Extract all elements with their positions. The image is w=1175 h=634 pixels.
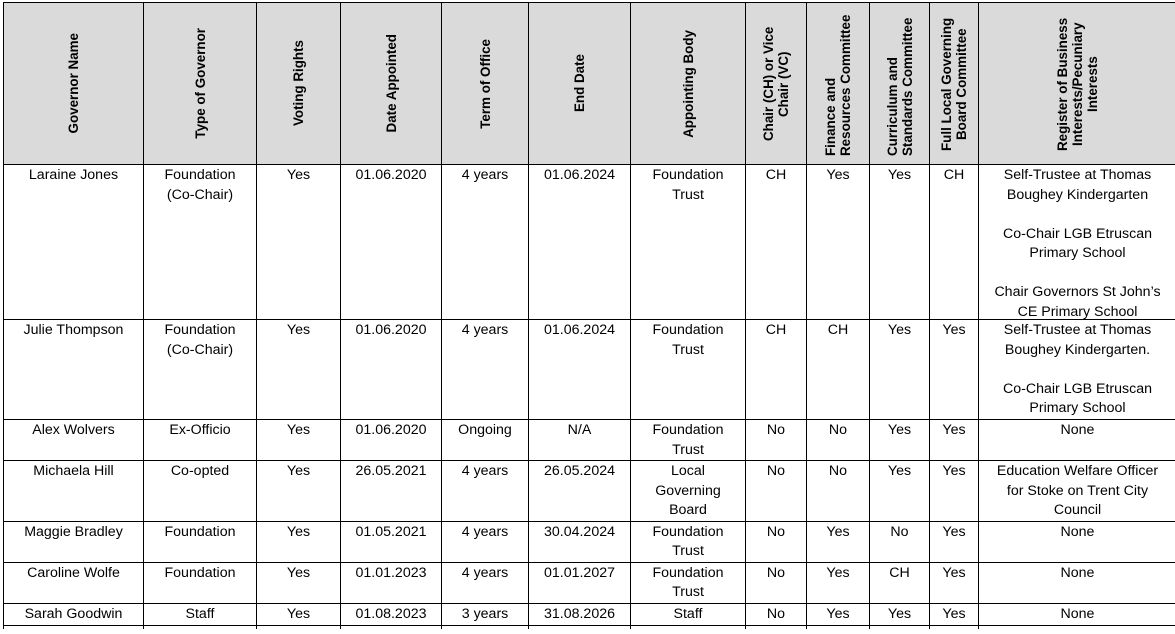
interest-line: Co-Chair LGB Etruscan	[1002, 380, 1153, 397]
cell-finance-committee: Yes	[807, 603, 870, 625]
cell-date-appointed: 01.06.2020	[341, 165, 442, 320]
cell-appointing-body	[631, 603, 746, 625]
cell-end-date: 01.01.2027	[529, 562, 631, 603]
cell-appointing-body-line: Trust	[672, 543, 704, 559]
cell-date-appointed: 01.01.2023	[341, 562, 442, 603]
header-end-date: End Date	[529, 3, 631, 165]
cell-term-of-office: 4 years	[442, 320, 529, 420]
cell-date-appointed: 26.05.2021	[341, 461, 442, 522]
cell-governor-name: Julie Thompson	[4, 320, 144, 420]
cell-curriculum-committee: Yes	[870, 603, 930, 625]
cell-appointing-body-line: Trust	[672, 441, 704, 458]
cell-governor-name: Alex Wolvers	[4, 420, 144, 461]
governors-table	[3, 2, 1175, 629]
empty-cell	[529, 625, 631, 629]
cell-appointing-body-line: Governing	[655, 482, 721, 499]
cell-chair: No	[746, 603, 807, 625]
cell-appointing-body-line: Board	[669, 502, 707, 518]
empty-cell	[631, 625, 746, 629]
cell-voting-rights: Yes	[257, 562, 341, 603]
header-type-of-governor: Type of Governor	[144, 3, 257, 165]
interest-line: Self-Trustee at Thomas	[1003, 167, 1152, 183]
header-finance-committee: Finance and Resources Committee	[807, 3, 870, 165]
empty-cell	[807, 625, 870, 629]
cell-finance-committee: No	[807, 420, 870, 461]
cell-type-of-governor-line: Ex-Officio	[169, 422, 231, 438]
cell-type-of-governor-line: Foundation	[164, 523, 236, 540]
cell-type-of-governor-line: Foundation	[164, 167, 236, 183]
interest-line: CE Primary School	[1017, 303, 1138, 319]
cell-type-of-governor-line: Co-opted	[170, 463, 230, 479]
cell-type-of-governor-line: (Co-Chair)	[166, 341, 234, 358]
cell-end-date: 01.06.2024	[529, 320, 631, 420]
cell-finance-committee: No	[807, 461, 870, 522]
interest-gap	[982, 205, 1173, 225]
cell-register-of-interests	[979, 521, 1175, 562]
cell-appointing-body-line: Local	[671, 463, 705, 479]
table-body	[4, 165, 1175, 629]
cell-type-of-governor-line: Staff	[185, 605, 215, 622]
cell-type-of-governor	[144, 603, 257, 625]
cell-appointing-body	[631, 521, 746, 562]
header-appointing-body: Appointing Body	[631, 3, 746, 165]
cell-register-of-interests	[979, 461, 1175, 522]
cell-type-of-governor	[144, 521, 257, 562]
cell-full-board-committee: Yes	[930, 320, 979, 420]
cell-type-of-governor-line: Foundation	[164, 564, 236, 581]
header-row	[4, 3, 1175, 165]
empty-cell	[746, 625, 807, 629]
interest-line: Chair Governors St John’s	[994, 284, 1161, 300]
cell-appointing-body	[631, 461, 746, 522]
cell-full-board-committee: Yes	[930, 562, 979, 603]
cell-appointing-body-line: Foundation	[652, 422, 724, 438]
cell-register-of-interests	[979, 420, 1175, 461]
interest-line: Boughey Kindergarten	[1006, 186, 1149, 203]
cell-curriculum-committee: No	[870, 521, 930, 562]
empty-cell	[930, 625, 979, 629]
cell-date-appointed: 01.08.2023	[341, 603, 442, 625]
interest-line: Primary School	[1029, 245, 1126, 261]
table-row	[4, 420, 1175, 461]
interests-box	[982, 321, 1173, 419]
cell-type-of-governor	[144, 320, 257, 420]
interests-box	[982, 605, 1173, 625]
header-governor-name: Governor Name	[4, 3, 144, 165]
cell-chair: No	[746, 461, 807, 522]
header-curriculum-committee: Curriculum and Standards Committee	[870, 3, 930, 165]
interest-gap	[982, 360, 1173, 380]
empty-cell	[144, 625, 257, 629]
cell-appointing-body-line: Foundation	[652, 523, 724, 540]
cell-term-of-office: 4 years	[442, 521, 529, 562]
cell-chair: No	[746, 562, 807, 603]
cell-governor-name: Maggie Bradley	[4, 521, 144, 562]
cell-type-of-governor-line: (Co-Chair)	[166, 186, 234, 203]
cell-date-appointed: 01.06.2020	[341, 420, 442, 461]
cell-type-of-governor	[144, 165, 257, 320]
table-row	[4, 320, 1175, 420]
cell-term-of-office: 3 years	[442, 603, 529, 625]
cell-type-of-governor	[144, 562, 257, 603]
cell-appointing-body-line: Foundation	[652, 167, 724, 183]
cell-voting-rights: Yes	[257, 165, 341, 320]
cell-term-of-office: Ongoing	[442, 420, 529, 461]
empty-cell	[979, 625, 1175, 629]
empty-cell	[257, 625, 341, 629]
cell-type-of-governor-line: Foundation	[164, 322, 236, 338]
cell-chair: CH	[746, 165, 807, 320]
cell-full-board-committee: CH	[930, 165, 979, 320]
header-register-of-interests: Register of Business Interests/Pecuniary Interests	[979, 3, 1175, 165]
cell-voting-rights: Yes	[257, 320, 341, 420]
cell-chair: No	[746, 521, 807, 562]
cell-end-date: 31.08.2026	[529, 603, 631, 625]
cell-chair: No	[746, 420, 807, 461]
cell-appointing-body-line: Staff	[673, 605, 703, 622]
table-row	[4, 461, 1175, 522]
cell-type-of-governor	[144, 420, 257, 461]
table-row-continuation	[4, 625, 1175, 629]
interests-box	[982, 462, 1173, 521]
cell-finance-committee: Yes	[807, 165, 870, 320]
interest-line: Primary School	[1029, 400, 1126, 416]
cell-date-appointed: 01.05.2021	[341, 521, 442, 562]
cell-finance-committee: Yes	[807, 521, 870, 562]
cell-governor-name: Michaela Hill	[4, 461, 144, 522]
interest-line: Council	[1053, 502, 1102, 518]
interest-line: None	[1060, 523, 1095, 540]
cell-end-date: 01.06.2024	[529, 165, 631, 320]
cell-voting-rights: Yes	[257, 461, 341, 522]
cell-full-board-committee: Yes	[930, 521, 979, 562]
cell-term-of-office: 4 years	[442, 165, 529, 320]
cell-type-of-governor	[144, 461, 257, 522]
interest-line: None	[1060, 564, 1095, 581]
cell-curriculum-committee: CH	[870, 562, 930, 603]
table-row	[4, 562, 1175, 603]
empty-cell	[870, 625, 930, 629]
cell-governor-name: Caroline Wolfe	[4, 562, 144, 603]
cell-register-of-interests	[979, 603, 1175, 625]
table-header	[4, 3, 1175, 165]
cell-voting-rights: Yes	[257, 603, 341, 625]
cell-curriculum-committee: Yes	[870, 461, 930, 522]
cell-finance-committee: Yes	[807, 562, 870, 603]
interests-box	[982, 523, 1173, 543]
empty-cell	[442, 625, 529, 629]
cell-governor-name: Laraine Jones	[4, 165, 144, 320]
header-date-appointed: Date Appointed	[341, 3, 442, 165]
header-voting-rights: Voting Rights	[257, 3, 341, 165]
cell-governor-name: Sarah Goodwin	[4, 603, 144, 625]
empty-cell	[4, 625, 144, 629]
cell-curriculum-committee: Yes	[870, 320, 930, 420]
cell-appointing-body	[631, 165, 746, 320]
interest-line: Co-Chair LGB Etruscan	[1002, 225, 1153, 242]
cell-register-of-interests	[979, 165, 1175, 320]
cell-term-of-office: 4 years	[442, 562, 529, 603]
cell-curriculum-committee: Yes	[870, 165, 930, 320]
interests-box	[982, 564, 1173, 584]
cell-term-of-office: 4 years	[442, 461, 529, 522]
interest-line: Self-Trustee at Thomas	[1003, 322, 1152, 338]
cell-chair: CH	[746, 320, 807, 420]
cell-appointing-body	[631, 562, 746, 603]
cell-curriculum-committee: Yes	[870, 420, 930, 461]
cell-voting-rights: Yes	[257, 521, 341, 562]
cell-end-date: N/A	[529, 420, 631, 461]
cell-appointing-body	[631, 320, 746, 420]
interest-line: None	[1060, 605, 1095, 622]
cell-appointing-body-line: Trust	[672, 341, 704, 358]
cell-end-date: 30.04.2024	[529, 521, 631, 562]
interest-line: Education Welfare Officer	[996, 463, 1159, 479]
interest-line: None	[1060, 422, 1095, 438]
cell-end-date: 26.05.2024	[529, 461, 631, 522]
cell-date-appointed: 01.06.2020	[341, 320, 442, 420]
interests-box	[982, 421, 1173, 441]
cell-appointing-body-line: Foundation	[652, 322, 724, 338]
empty-cell	[341, 625, 442, 629]
interests-box	[982, 166, 1173, 319]
cell-register-of-interests	[979, 562, 1175, 603]
cell-full-board-committee: Yes	[930, 420, 979, 461]
interest-line: for Stoke on Trent City	[1006, 482, 1149, 499]
header-term-of-office: Term of Office	[442, 3, 529, 165]
cell-appointing-body	[631, 420, 746, 461]
cell-appointing-body-line: Trust	[672, 186, 704, 203]
header-chair: Chair (CH) or Vice Chair (VC)	[746, 3, 807, 165]
interest-gap	[982, 264, 1173, 284]
cell-register-of-interests	[979, 320, 1175, 420]
cell-appointing-body-line: Foundation	[652, 564, 724, 581]
table-row	[4, 603, 1175, 625]
table-row	[4, 521, 1175, 562]
header-full-board-committee: Full Local Governing Board Committee	[930, 3, 979, 165]
cell-voting-rights: Yes	[257, 420, 341, 461]
interest-line: Boughey Kindergarten.	[1004, 341, 1151, 358]
cell-full-board-committee: Yes	[930, 603, 979, 625]
cell-appointing-body-line: Trust	[672, 584, 704, 600]
table-row	[4, 165, 1175, 320]
cell-finance-committee: CH	[807, 320, 870, 420]
cell-full-board-committee: Yes	[930, 461, 979, 522]
